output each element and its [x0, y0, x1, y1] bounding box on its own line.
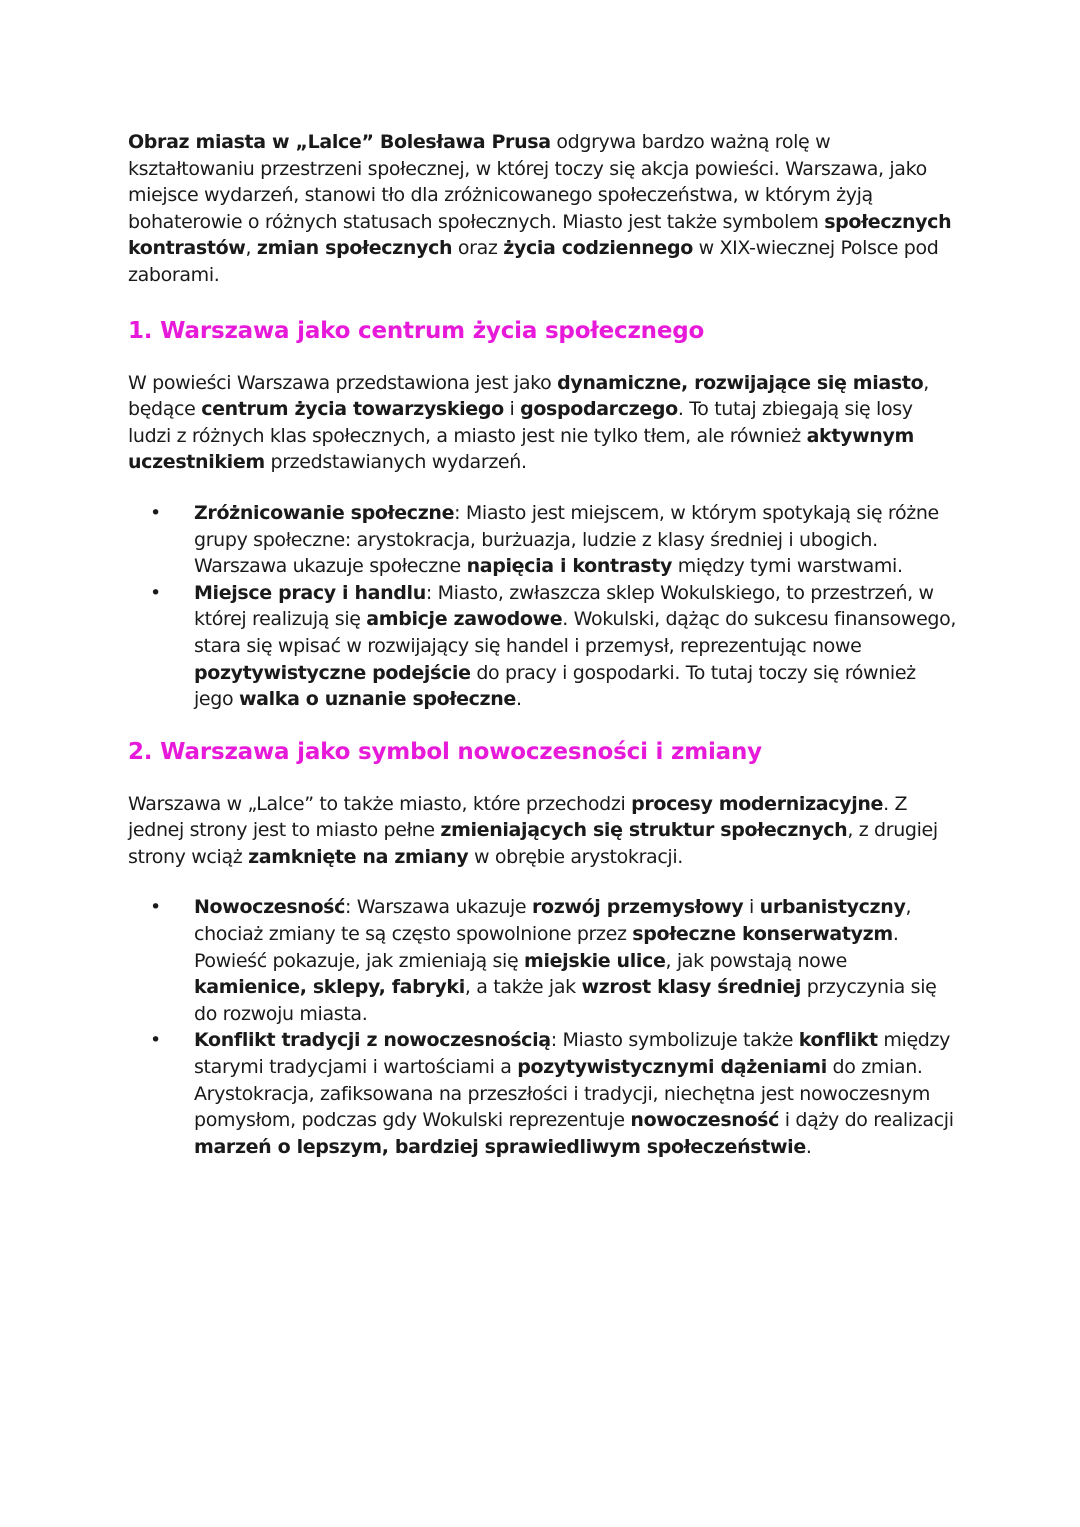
text-run: przedstawianych wydarzeń.: [264, 451, 527, 474]
section-1-heading: 1. Warszawa jako centrum życia społecznego: [128, 317, 705, 344]
intro-paragraph: [128, 129, 958, 289]
text-run: , będące: [128, 371, 929, 421]
section-2-bullet-list: [128, 894, 958, 1160]
bold-run: walka o uznanie społeczne: [238, 688, 516, 711]
text-run: .: [805, 1135, 812, 1158]
text-run: przyczynia się do rozwoju miasta.: [194, 976, 937, 1025]
list-item: [128, 1027, 958, 1160]
bold-run: Nowoczesność: [194, 896, 346, 919]
document-page: [128, 129, 958, 1184]
text-run: : Miasto jest miejscem, w którym spotykają się różne grupy społeczne: arystokracja, burżuazja, ludzie z klasy średniej i ubogich. Warszawa ukazuje społeczne: [194, 501, 939, 578]
bold-run: urbanistyczny: [759, 896, 906, 919]
bold-run: konflikt: [798, 1029, 878, 1052]
text-run: , jak powstają nowe: [665, 949, 847, 972]
intro-text: ,: [245, 237, 257, 260]
text-run: i: [743, 896, 760, 919]
section-1-bullet-list: [128, 500, 958, 713]
section-2-paragraph: [128, 791, 958, 871]
text-run: : Miasto, zwłaszcza sklep Wokulskiego, to przestrzeń, w której realizują się: [194, 581, 934, 631]
bold-run: Miejsce pracy i handlu: [194, 581, 426, 604]
text-run: .: [515, 688, 522, 711]
section-2-heading: 2. Warszawa jako symbol nowoczesności i zmiany: [128, 738, 762, 765]
text-run: między tymi warstwami.: [672, 555, 903, 578]
intro-bold-title: Obraz miasta w „Lalce” Bolesława Prusa: [128, 131, 551, 153]
text-run: W powieści Warszawa przedstawiona jest jako: [128, 371, 558, 394]
bold-run: dynamiczne, rozwijające się miasto: [557, 371, 924, 394]
bullet-icon: •: [150, 501, 161, 524]
bold-run: nowoczesność: [630, 1109, 780, 1132]
bullet-icon: •: [150, 896, 161, 919]
text-run: w obrębie arystokracji.: [468, 845, 683, 868]
bold-run: rozwój przemysłowy: [531, 896, 744, 919]
intro-bold: życia codziennego: [503, 237, 693, 260]
bold-run: marzeń o lepszym, bardziej sprawiedliwym społeczeństwie: [194, 1135, 806, 1158]
bold-run: pozytywistyczne podejście: [194, 661, 471, 684]
bold-run: Konflikt tradycji z nowoczesnością: [194, 1029, 551, 1052]
text-run: i: [503, 398, 521, 421]
intro-text: odgrywa bardzo ważną rolę w kształtowaniu przestrzeni społecznej, w której toczy się akcja powieści. Warszawa, jako miejsce wydarzeń, stanowi tło dla zróżnicowanego społeczeństwa, w którym żyją bohaterowie o różnych statusach społecznych. Miasto jest także symbolem: [128, 131, 927, 233]
text-run: między starymi tradycjami i wartościami a: [194, 1029, 951, 1079]
bold-run: centrum życia towarzyskiego: [201, 398, 504, 421]
bold-run: napięcia i kontrasty: [466, 555, 673, 578]
bold-run: pozytywistycznymi dążeniami: [517, 1056, 827, 1079]
bullet-icon: •: [150, 581, 161, 604]
bullet-icon: •: [150, 1029, 161, 1052]
text-run: , chociaż zmiany te są często spowolnione przez: [194, 896, 912, 946]
text-run: do pracy i gospodarki. To tutaj toczy się również jego: [194, 661, 916, 711]
list-item: [128, 580, 958, 713]
bold-run: aktywnym uczestnikiem: [128, 424, 914, 474]
section-1-paragraph: [128, 370, 958, 476]
bold-run: wzrost klasy średniej: [581, 976, 802, 999]
bold-run: społeczne konserwatyzm: [632, 923, 893, 946]
bold-run: zamknięte na zmiany: [248, 845, 469, 868]
text-run: , a także jak: [464, 976, 582, 999]
list-item: [128, 500, 958, 580]
bold-run: Zróżnicowanie społeczne: [194, 501, 455, 524]
bold-run: miejskie ulice: [524, 949, 666, 972]
text-run: , z drugiej strony wciąż: [128, 819, 938, 868]
text-run: . Powieść pokazuje, jak zmieniają się: [194, 923, 899, 972]
intro-bold: zmian społecznych: [256, 237, 453, 260]
text-run: . To tutaj zbiegają się losy ludzi z różnych klas społecznych, a miasto jest nie tylko tłem, ale również: [128, 398, 913, 447]
text-run: . Wokulski, dążąc do sukcesu finansowego, stara się wpisać w rozwijający się handel i przemysł, reprezentując nowe: [194, 608, 957, 657]
intro-bold: społecznych kontrastów: [128, 210, 952, 260]
intro-text: w XIX-wiecznej Polsce pod zaborami.: [128, 237, 939, 286]
intro-text: oraz: [452, 237, 504, 260]
list-item: [128, 894, 958, 1027]
text-run: i dąży do realizacji: [779, 1109, 954, 1132]
text-run: : Miasto symbolizuje także: [550, 1029, 799, 1052]
bold-run: zmieniających się struktur społecznych: [440, 819, 848, 842]
bold-run: ambicje zawodowe: [366, 608, 563, 631]
bold-run: procesy modernizacyjne: [631, 792, 884, 815]
text-run: do zmian. Arystokracja, zafiksowana na przeszłości i tradycji, niechętna jest nowoczesnym pomysłom, podczas gdy Wokulski reprezentuje: [194, 1056, 931, 1132]
bold-run: gospodarczego: [520, 398, 678, 421]
text-run: . Z jednej strony jest to miasto pełne: [128, 792, 908, 842]
bold-run: kamienice, sklepy, fabryki: [194, 976, 465, 999]
text-run: Warszawa w „Lalce” to także miasto, które przechodzi: [128, 792, 632, 815]
text-run: : Warszawa ukazuje: [345, 896, 532, 919]
